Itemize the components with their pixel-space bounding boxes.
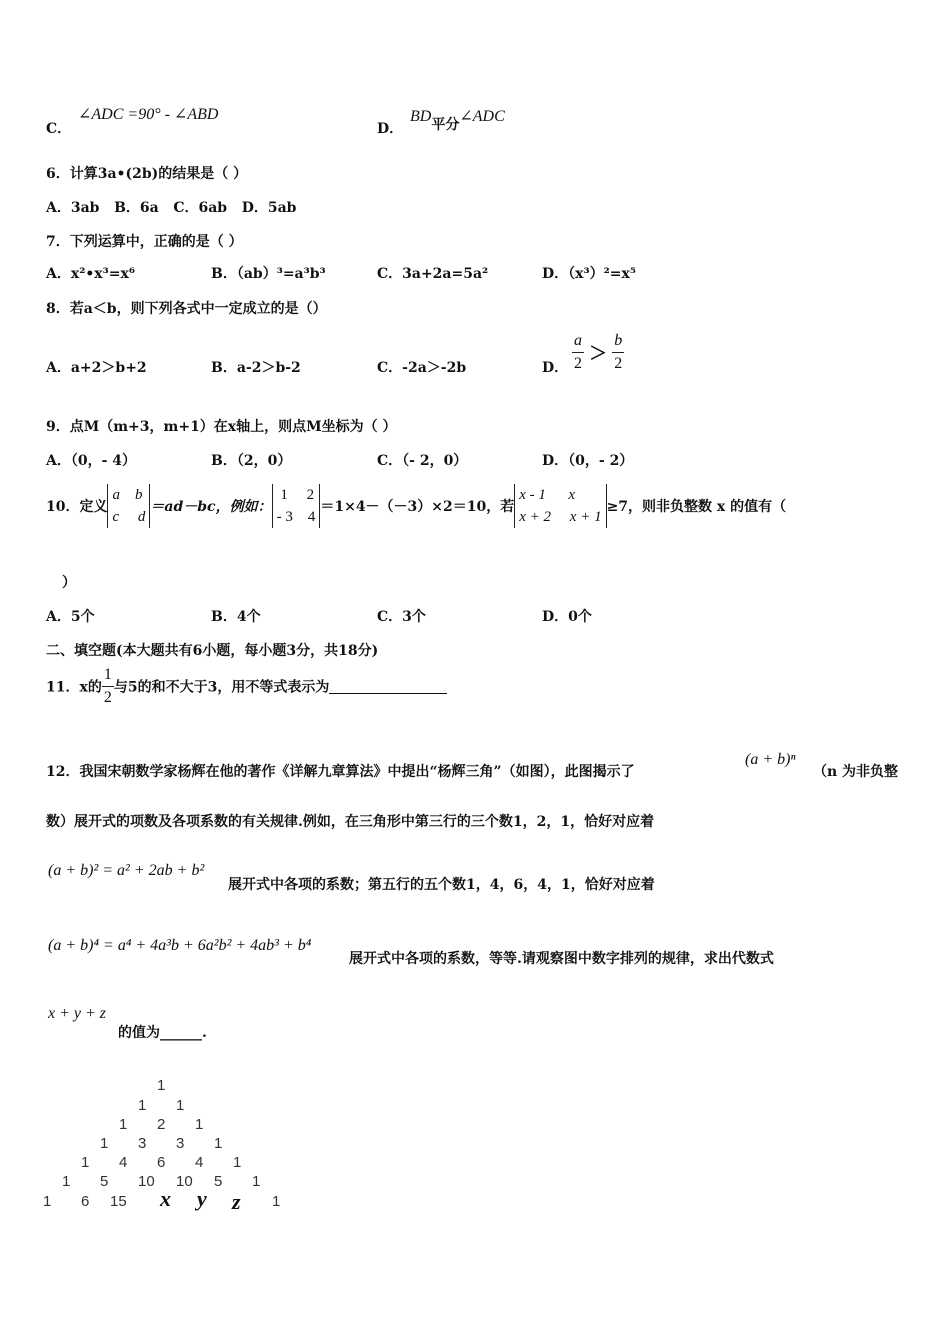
q10-option-b: B．4个 (211, 609, 261, 625)
q10-prefix: 10．定义 (46, 499, 108, 515)
triangle-cell: 1 (252, 1173, 261, 1190)
q12-line4-expr: (a + b)⁴ = a⁴ + 4a³b + 6a²b² + 4ab³ + b⁴ (48, 937, 312, 954)
q5-option-d-label: D． (377, 121, 404, 137)
triangle-cell: 1 (43, 1193, 52, 1210)
q12-line2: 数）展开式的项数及各项系数的有关规律.例如，在三角形中第三行的三个数1，2，1，恰好对应着 (46, 814, 655, 830)
q12-line3-post: 展开式中各项的系数；第五行的五个数1，4，6，4，1，恰好对应着 (228, 877, 655, 893)
q10-def-determinant: a b c d (107, 484, 150, 528)
q5-option-c-label: C． (46, 121, 72, 137)
q12-line5-expr: x + y + z (48, 1005, 107, 1022)
triangle-unknown-y: y (197, 1186, 207, 1211)
q8-option-d-expr (572, 330, 624, 375)
triangle-unknown-z: z (232, 1189, 241, 1214)
triangle-cell: 5 (100, 1173, 109, 1190)
q10-option-c: C．3个 (377, 609, 426, 625)
q5-d-bisect: 平分 (431, 117, 460, 133)
q9-option-a: A．（0，- 4） (46, 453, 137, 469)
q12-line1-post: （n 为非负整 (813, 764, 899, 780)
q9-option-c: C．（- 2，0） (377, 453, 468, 469)
triangle-cell: 1 (100, 1135, 109, 1152)
q8-frac-a: $\frac{a}{2}$ (574, 332, 582, 372)
triangle-cell: 3 (176, 1135, 185, 1152)
triangle-cell: 5 (214, 1173, 223, 1190)
triangle-cell: 1 (62, 1173, 71, 1190)
triangle-cell: 1 (157, 1077, 166, 1094)
q12-line1-expr: (a + b)ⁿ (745, 751, 796, 768)
q9-stem: 9．点M（m+3，m+1）在x轴上，则点M坐标为（ ） (46, 419, 397, 435)
q9-option-d: D．（0，- 2） (542, 453, 634, 469)
q7-option-d: D．（x³）²=x⁵ (542, 266, 636, 282)
triangle-cell: 3 (138, 1135, 147, 1152)
triangle-cell: 1 (195, 1116, 204, 1133)
q9-option-b: B．（2，0） (211, 453, 292, 469)
triangle-cell: 10 (176, 1173, 193, 1190)
triangle-unknown-x: x (160, 1186, 171, 1211)
q5-option-c-expr: ∠ADC =90° - ∠ABD (78, 106, 219, 123)
q10-def-result: ＝ad－bc，例如： (150, 499, 272, 515)
q11-answer-blank[interactable] (329, 679, 447, 694)
q10-stem (46, 484, 786, 528)
triangle-cell: 4 (119, 1154, 128, 1171)
q10-question-determinant: x - 1 x x + 2 x + 1 (514, 484, 606, 528)
q10-option-a: A．5个 (46, 609, 95, 625)
triangle-cell: 4 (195, 1154, 204, 1171)
triangle-cell: 1 (81, 1154, 90, 1171)
q11-stem (46, 664, 447, 709)
q8-option-c: C．-2a＞-2b (377, 360, 467, 376)
q12-line4-post: 展开式中各项的系数，等等.请观察图中数字排列的规律，求出代数式 (349, 951, 774, 967)
triangle-cell: 6 (81, 1193, 90, 1210)
q6-stem: 6．计算3a•(2b)的结果是（ ） (46, 166, 248, 182)
q10-suffix: ≥7，则非负整数 x 的值有（ (606, 499, 787, 515)
q10-example-determinant: 1 2 - 3 4 (272, 484, 321, 528)
q5-d-bd: BD (410, 108, 432, 125)
q12-line1-text: 12．我国宋朝数学家杨辉在他的著作《详解九章算法》中提出“杨辉三角”（如图），此图揭示了 (46, 764, 635, 780)
q5-d-angle: ∠ADC (459, 108, 505, 125)
q7-stem: 7．下列运算中，正确的是（ ） (46, 234, 243, 250)
q11-post: 与5的和不大于3，用不等式表示为 (113, 679, 330, 696)
q8-gt-symbol: ＞ (589, 343, 608, 365)
q12-line5-post: 的值为______. (118, 1025, 207, 1041)
q8-option-b: B．a-2＞b-2 (211, 360, 301, 376)
q10-example-result: ＝1×4－（－3）×2＝10，若 (320, 499, 515, 515)
triangle-cell: 1 (138, 1097, 147, 1114)
triangle-cell: 15 (110, 1193, 127, 1210)
q8-stem: 8．若a＜b，则下列各式中一定成立的是（） (46, 301, 327, 317)
q7-option-a: A．x²•x³=x⁶ (46, 266, 135, 282)
q10-close-paren: ） (62, 575, 76, 591)
triangle-cell: 2 (157, 1116, 166, 1133)
q5-option-d-expr (410, 106, 505, 133)
triangle-cell: 1 (233, 1154, 242, 1171)
q8-option-a: A．a+2＞b+2 (46, 360, 147, 376)
q10-option-d: D．0个 (542, 609, 592, 625)
q8-frac-b: $\frac{b}{2}$ (614, 332, 623, 372)
q8-option-d-label: D． (542, 360, 569, 376)
q11-fraction: $\frac{1}{2}$ (103, 666, 112, 706)
q12-line3-expr: (a + b)² = a² + 2ab + b² (48, 862, 205, 879)
triangle-cell: 1 (119, 1116, 128, 1133)
triangle-cell: 1 (176, 1097, 185, 1114)
q7-option-b: B．（ab）³=a³b³ (211, 266, 326, 282)
triangle-cell: 10 (138, 1173, 155, 1190)
section-heading: 二、填空题(本大题共有6小题，每小题3分，共18分) (46, 643, 379, 659)
q11-pre: 11．x的 (46, 679, 102, 696)
q6-options: A．3ab B．6a C．6ab D．5ab (46, 200, 297, 216)
triangle-cell: 1 (272, 1193, 281, 1210)
triangle-cell: 6 (157, 1154, 166, 1171)
triangle-cell: 1 (214, 1135, 223, 1152)
q7-option-c: C．3a+2a=5a² (377, 266, 489, 282)
